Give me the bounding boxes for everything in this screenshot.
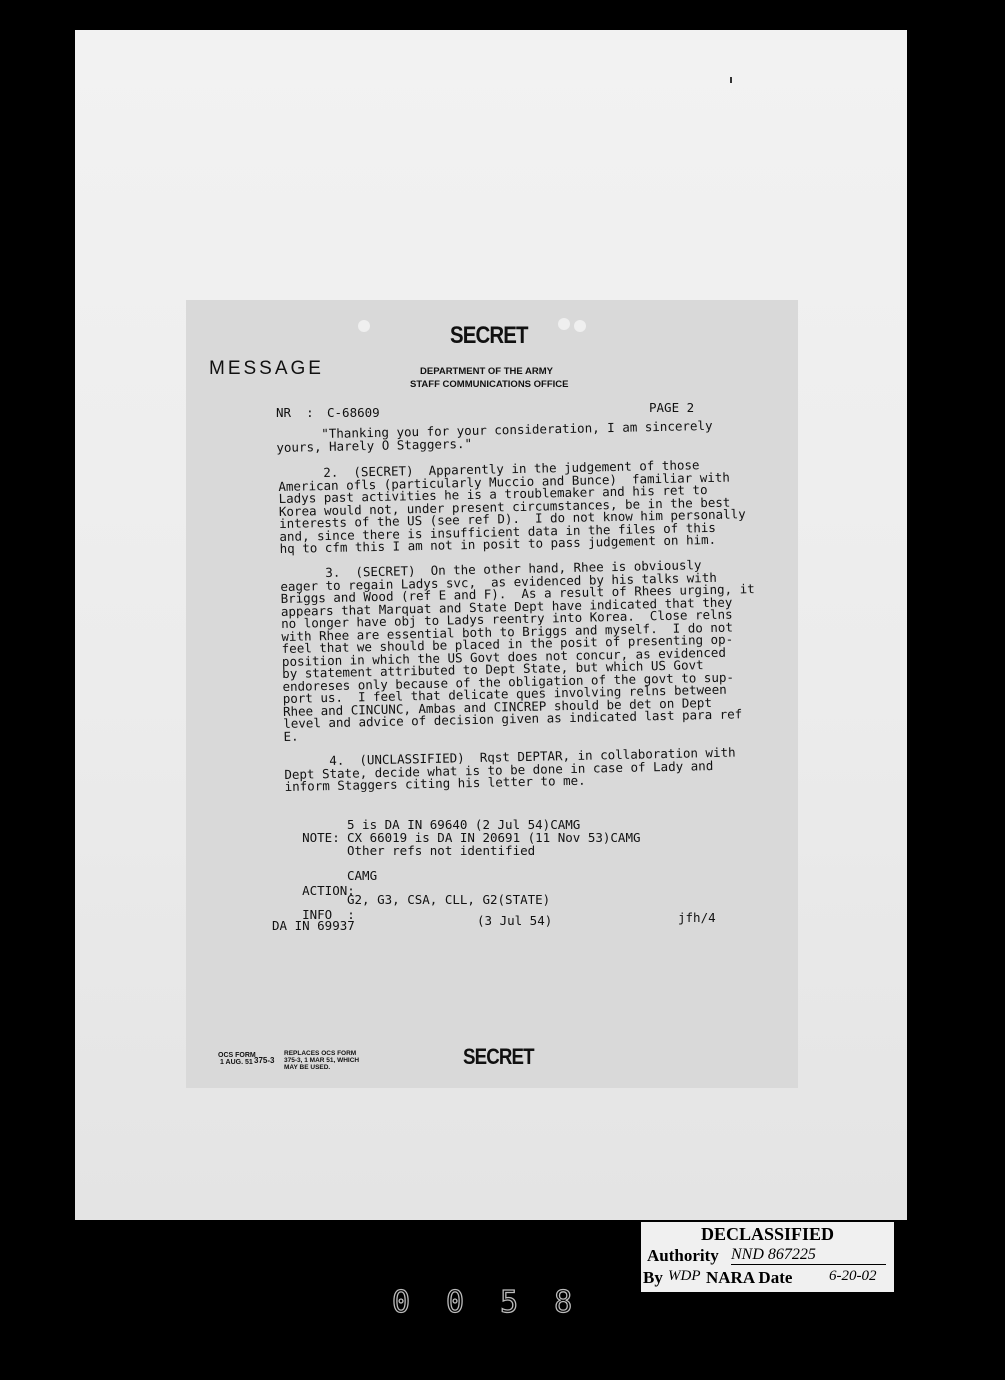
- office-name: STAFF COMMUNICATIONS OFFICE: [410, 379, 569, 390]
- stamp-by-label: By: [643, 1268, 663, 1287]
- paragraph-4: 4. (UNCLASSIFIED) Rqst DEPTAR, in collaboration with Dept State, decide what is to be done in case of Lady and inform Staggers citing his letter to me.: [283, 744, 736, 794]
- classification-bottom: SECRET: [463, 1044, 534, 1069]
- scan-mark: [730, 77, 732, 83]
- da-in-date: (3 Jul 54): [477, 913, 553, 928]
- form-replaces-note: REPLACES OCS FORM 375-3, 1 MAR 51, WHICH MAY BE USED.: [284, 1050, 360, 1071]
- nr-value: C-68609: [327, 405, 380, 420]
- action-label: ACTION:: [302, 883, 355, 898]
- info-label: INFO :: [302, 907, 355, 922]
- action-value: CAMG: [347, 868, 378, 883]
- department-name: DEPARTMENT OF THE ARMY: [420, 366, 553, 377]
- paragraph-2: 2. (SECRET) Apparently in the judgement of those American ofls (particularly Muccio and Bunce) familiar with Ladys past activities he is a troublemaker and his ret to Korea would not, under present circumstances, be in the best interests of the US (see ref D). I do not know him personally and, since there is insufficient data in the files of this hq to cfm this I am not in posit to pass judgement on him.: [277, 457, 746, 556]
- typist-initials: jfh/4: [678, 910, 716, 925]
- form-number: 375-3: [254, 1056, 275, 1065]
- stamp-authority-label: Authority: [647, 1246, 719, 1265]
- stamp-title: DECLASSIFIED: [701, 1224, 835, 1244]
- note-label: NOTE:: [302, 830, 340, 845]
- stamp-date-value: 6-20-02: [829, 1268, 877, 1284]
- nr-label: NR :: [276, 405, 314, 420]
- punch-hole: [358, 320, 370, 332]
- frame-number: 0058: [392, 1285, 609, 1320]
- punch-hole: [558, 318, 570, 330]
- declassification-stamp: [641, 1222, 894, 1292]
- stamp-nara-label: NARA Date: [706, 1268, 793, 1287]
- punch-hole: [574, 320, 586, 332]
- form-id: OCS FORM 1 AUG. 51: [218, 1052, 256, 1066]
- paragraph-3: 3. (SECRET) On the other hand, Rhee is obviously eager to regain Ladys svc, as evidenced by his talks with Briggs and Wood (ref E and F). As a result of Rhees urging, it appears that Marquat and State Dept have indicated that they no longer have obj to Ladys reentry into Korea. Close relns with Rhee are essential both to Briggs and myself. I do not feel that we should be placed in the posit of presenting op- position in which the US Govt does not concur, as evidenced by statement attributed to Dept State, but which US Govt endoreses only because of the obligation of the govt to sup- port us. I feel that delicate ques involving relns between Rhee and CINCUNC, Ambas and CINCREP should be det on Dept level and advice of decision given as indicated last para ref E.: [279, 557, 755, 744]
- paragraph-intro: "Thanking you for your consideration, I am sincerely yours, Harely O Staggers.": [275, 417, 713, 455]
- page-number: PAGE 2: [649, 400, 695, 415]
- stamp-authority-value: NND 867225: [731, 1246, 886, 1265]
- info-value: G2, G3, CSA, CLL, G2(STATE): [347, 892, 551, 907]
- note-block: [272, 817, 641, 870]
- message-form: [186, 300, 798, 1088]
- stamp-by-value: WDP: [668, 1268, 701, 1284]
- classification-top: SECRET: [450, 322, 528, 349]
- note-lines: 5 is DA IN 69640 (2 Jul 54)CAMG CX 66019 is DA IN 20691 (11 Nov 53)CAMG Other refs not identified: [347, 817, 641, 858]
- form-type-label: MESSAGE: [209, 358, 324, 379]
- da-in-number: DA IN 69937: [272, 918, 355, 933]
